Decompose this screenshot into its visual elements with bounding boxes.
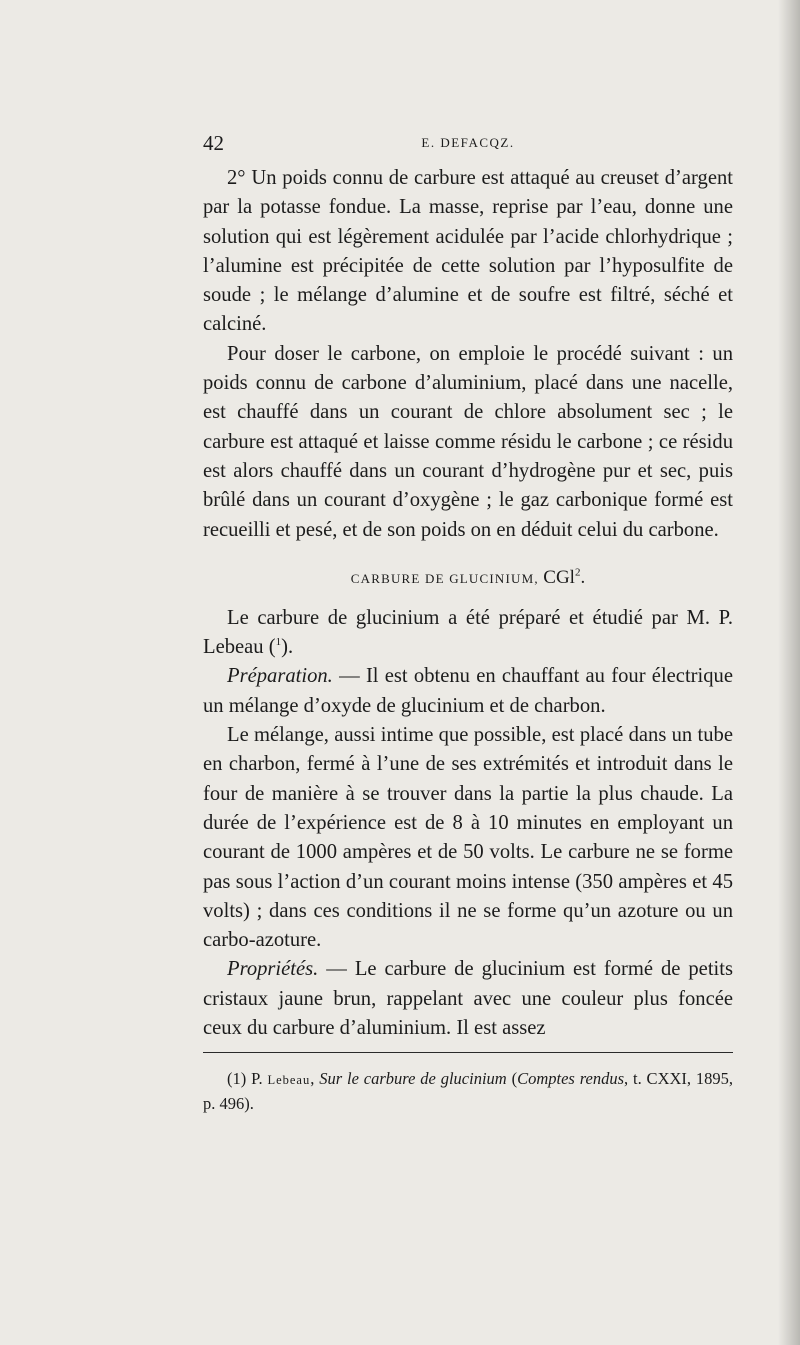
intro-end: ). bbox=[281, 636, 294, 659]
footnote bbox=[203, 1067, 733, 1115]
footnote-rest: , t. CXXI, 1895, p. 496). bbox=[203, 1069, 734, 1113]
footnote-marker: (1) P. bbox=[227, 1069, 268, 1088]
paragraph-procedure: Le mélange, aussi intime que possible, est placé dans un tube en charbon, fermé à l’une de ses extrémités et introduit dans le four de manière à se trouver dans la partie la plus chaude. La durée de l’expérience est de 8 à 10 minutes en employant un courant de 1000 ampères et de 50 volts. Le carbure ne se forme pas sous l’action d’un courant moins intense (350 ampères et 45 volts) ; dans ces conditions il ne se forme qu’un azoture ou un carbo-azoture. bbox=[203, 724, 733, 952]
intro-text: Le carbure de glucinium a été préparé et étudié par M. P. Lebeau ( bbox=[203, 606, 733, 659]
formula-subscript: 2 bbox=[574, 566, 581, 579]
section-heading-title: CARBURE DE GLUCINIUM, bbox=[350, 570, 539, 586]
footnote-open: ( bbox=[506, 1069, 518, 1088]
formula-end: . bbox=[580, 566, 586, 588]
page-edge-shadow bbox=[778, 0, 800, 1345]
running-head: E. DEFACQZ. bbox=[421, 135, 515, 150]
footnote-title: Sur le carbure de glucinium bbox=[319, 1069, 507, 1088]
properties-label: Propriétés. bbox=[227, 958, 319, 981]
preparation-label: Préparation. bbox=[227, 665, 333, 688]
footnote-separator: , bbox=[310, 1069, 320, 1088]
preparation-text: — Il est obtenu en chauffant au four électrique un mélange d’oxyde de glucinium et de charbon. bbox=[203, 665, 733, 717]
footnote-journal: Comptes rendus bbox=[517, 1069, 624, 1088]
paragraph-introduction bbox=[203, 604, 733, 663]
paragraph-carbon-dosage: Pour doser le carbone, on emploie le procédé suivant : un poids connu de carbone d’aluminium, placé dans une nacelle, est chauffé dans un courant de chlore absolument sec ; le carbure est attaqué et laisse comme résidu le carbone ; ce résidu est alors chauffé dans un courant d’hydrogène pur et sec, puis brûlé dans un courant d’oxygène ; le gaz carbonique formé est recueilli et pesé, et de son poids on en déduit celui du carbone. bbox=[203, 342, 733, 541]
properties-text: — Le carbure de glucinium est formé de petits cristaux jaune brun, rappelant avec une couleur plus foncée ceux du carbure d’aluminium. Il est assez bbox=[203, 958, 733, 1040]
body-text bbox=[203, 164, 733, 1043]
paragraph-preparation bbox=[203, 662, 733, 721]
footnote-divider bbox=[203, 1052, 733, 1053]
footnote-reference: 1 bbox=[275, 636, 282, 649]
page-header bbox=[203, 131, 733, 155]
paragraph-aluminium-analysis: 2° Un poids connu de carbure est attaqué au creuset d’argent par la potasse fondue. La masse, reprise par l’eau, donne une solution qui est légèrement acidulée par l’acide chlorhydrique ; l’alumine est précipitée de cette solution par l’hyposulfite de soude ; le mélange d’alumine et de soufre est filtré, séché et calciné. bbox=[203, 167, 733, 336]
section-heading bbox=[203, 567, 733, 590]
formula-base: CGl bbox=[543, 566, 575, 588]
footnote-author: Lebeau bbox=[267, 1073, 311, 1087]
paragraph-properties bbox=[203, 955, 733, 1043]
page-number: 42 bbox=[203, 131, 224, 155]
section-heading-formula bbox=[543, 567, 585, 588]
